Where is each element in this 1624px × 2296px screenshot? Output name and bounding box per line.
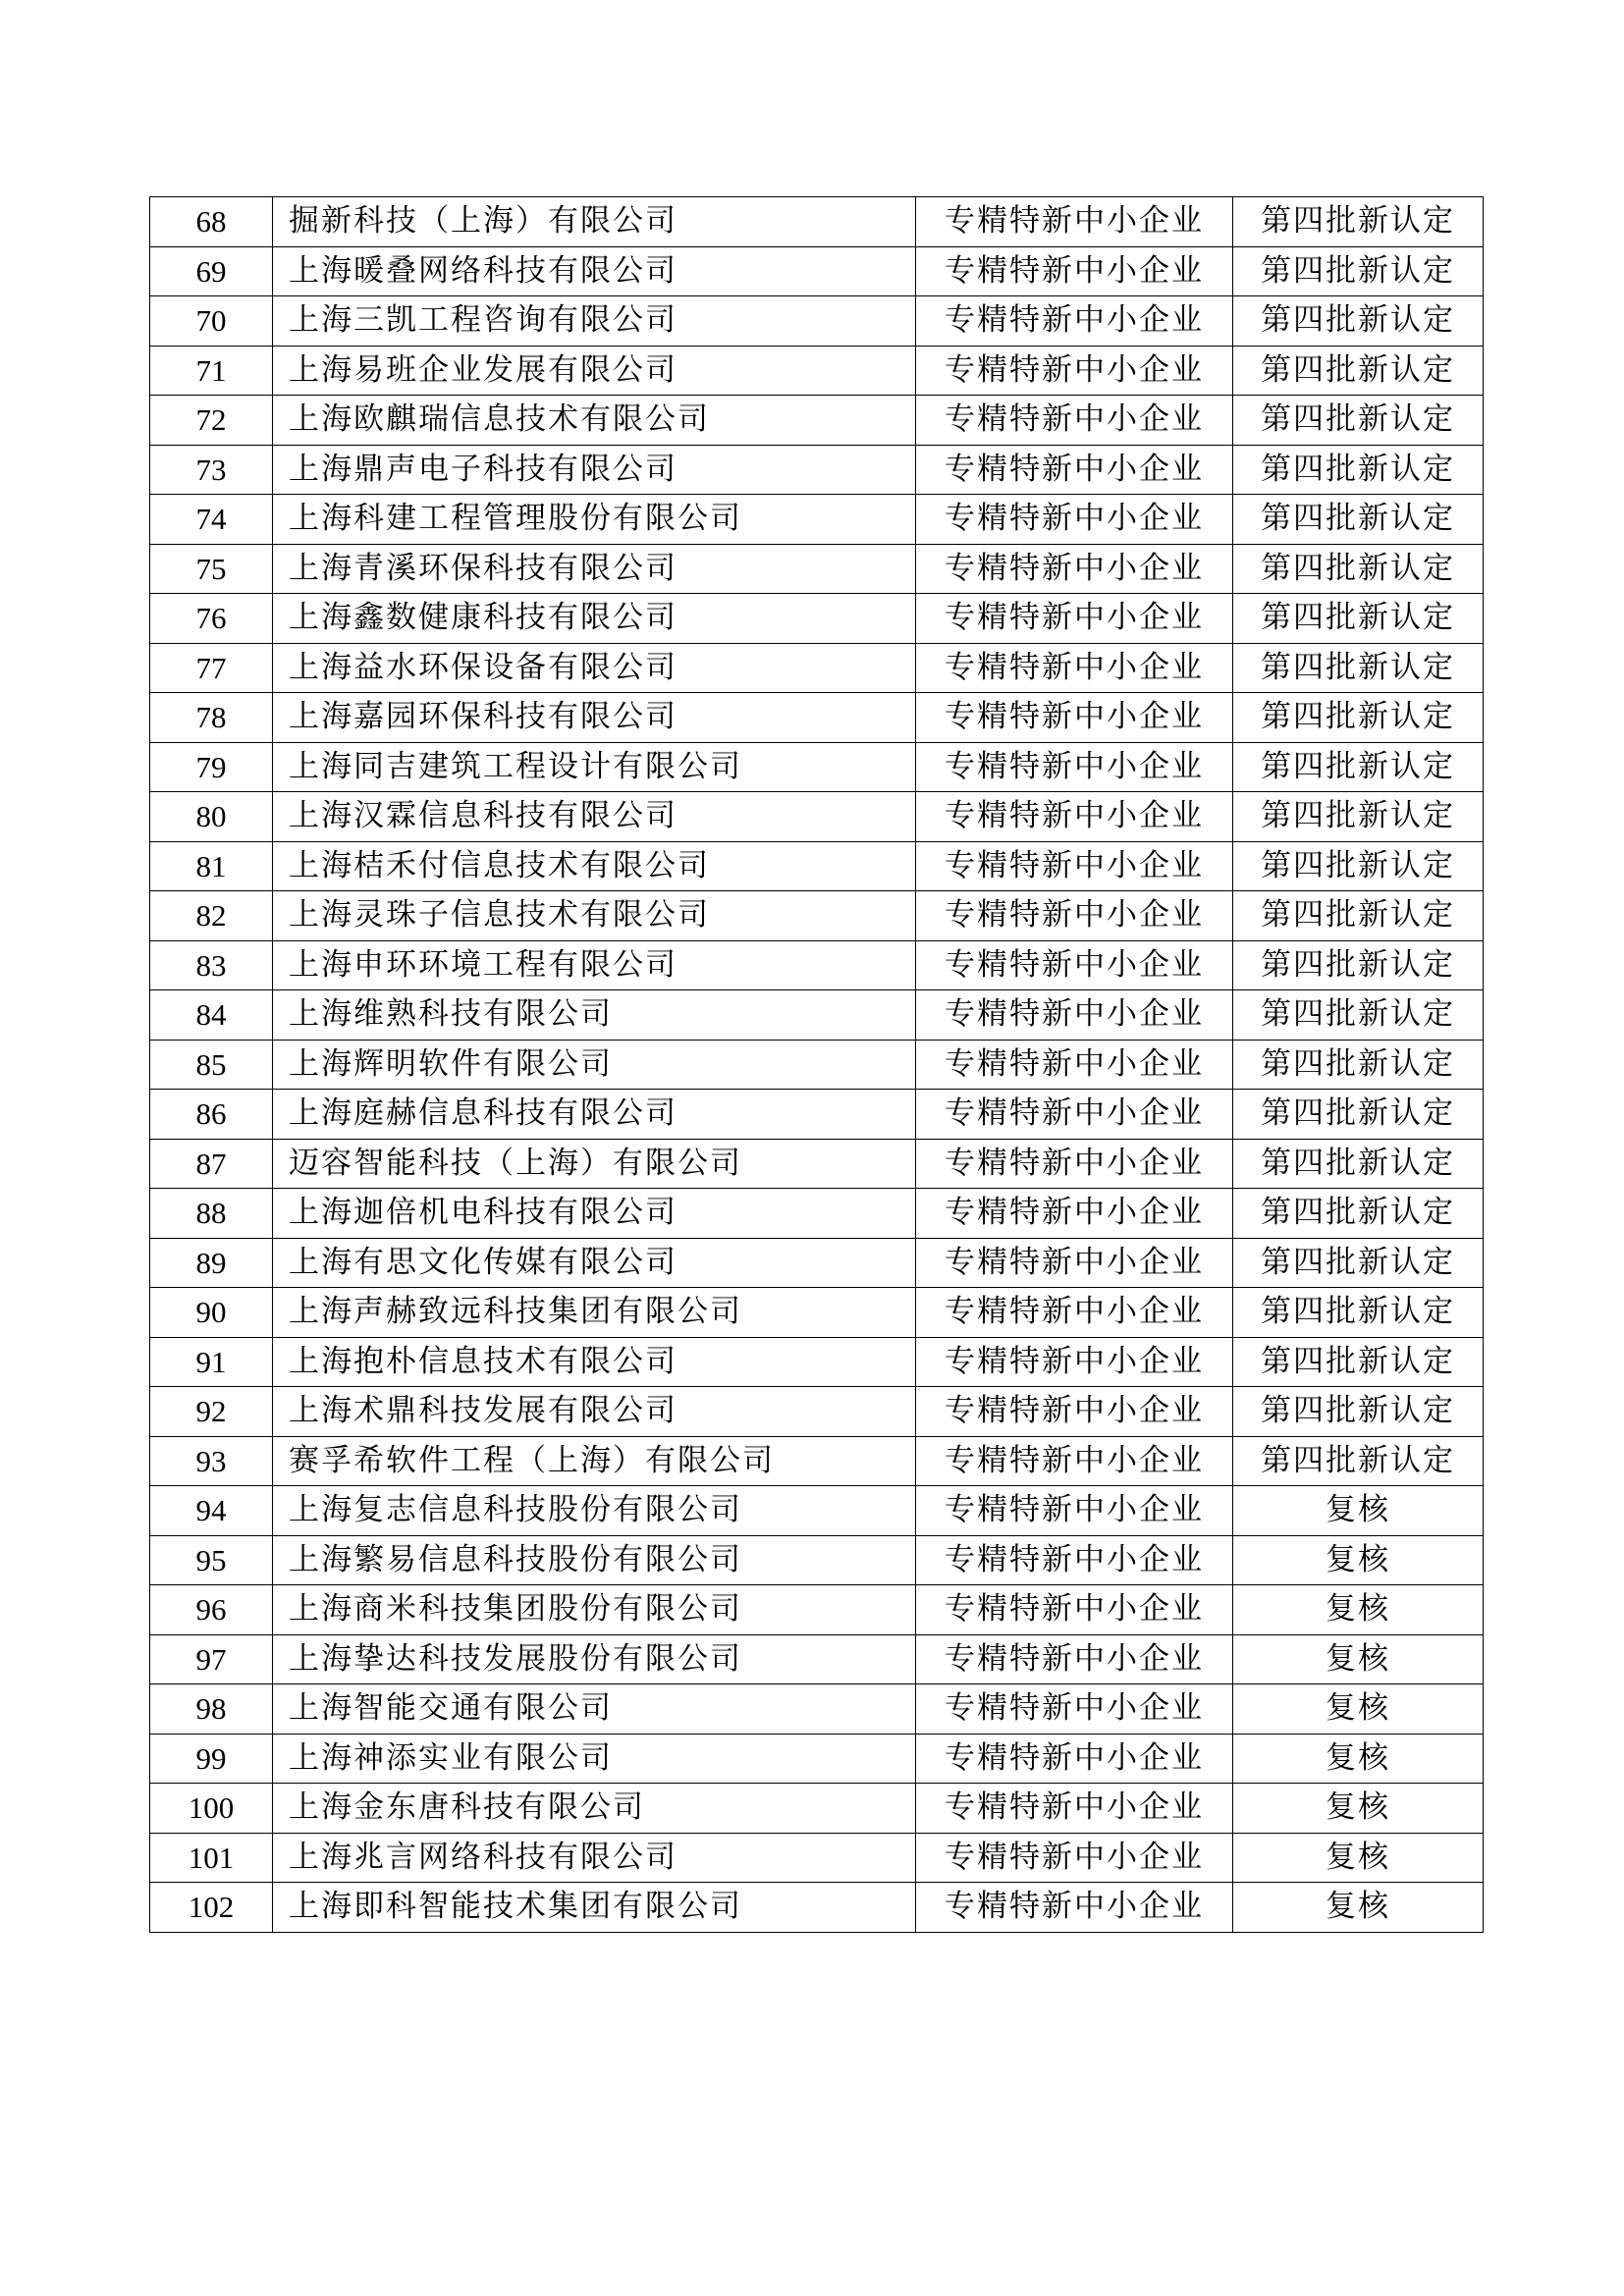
row-number-cell: 80: [150, 792, 273, 842]
enterprise-type-cell: 专精特新中小企业: [916, 1288, 1233, 1338]
recognition-status-cell: 第四批新认定: [1233, 693, 1484, 743]
enterprise-type-cell: 专精特新中小企业: [916, 990, 1233, 1041]
enterprise-type-cell: 专精特新中小企业: [916, 1833, 1233, 1883]
company-name-cell: 上海维熟科技有限公司: [273, 990, 916, 1041]
table-row: [150, 396, 1484, 446]
company-name-cell: 上海汉霖信息科技有限公司: [273, 792, 916, 842]
company-name-cell: 上海兆言网络科技有限公司: [273, 1833, 916, 1883]
table-row: [150, 495, 1484, 545]
row-number-cell: 93: [150, 1436, 273, 1486]
company-name-cell: 上海辉明软件有限公司: [273, 1040, 916, 1090]
recognition-status-cell: 第四批新认定: [1233, 643, 1484, 693]
recognition-status-cell: 第四批新认定: [1233, 1139, 1484, 1189]
table-row: [150, 891, 1484, 941]
enterprise-type-cell: 专精特新中小企业: [916, 1684, 1233, 1735]
enterprise-list-table: [149, 196, 1484, 1933]
row-number-cell: 74: [150, 495, 273, 545]
recognition-status-cell: 第四批新认定: [1233, 1436, 1484, 1486]
company-name-cell: 赛孚希软件工程（上海）有限公司: [273, 1436, 916, 1486]
company-name-cell: 上海有思文化传媒有限公司: [273, 1238, 916, 1288]
row-number-cell: 86: [150, 1090, 273, 1140]
recognition-status-cell: 复核: [1233, 1535, 1484, 1585]
row-number-cell: 71: [150, 346, 273, 396]
table-row: [150, 742, 1484, 792]
enterprise-type-cell: 专精特新中小企业: [916, 1634, 1233, 1684]
company-name-cell: 上海益水环保设备有限公司: [273, 643, 916, 693]
enterprise-type-cell: 专精特新中小企业: [916, 296, 1233, 347]
enterprise-list-table-container: [149, 196, 1483, 1933]
row-number-cell: 70: [150, 296, 273, 347]
company-name-cell: 上海三凯工程咨询有限公司: [273, 296, 916, 347]
enterprise-type-cell: 专精特新中小企业: [916, 1734, 1233, 1784]
row-number-cell: 100: [150, 1784, 273, 1834]
enterprise-type-cell: 专精特新中小企业: [916, 742, 1233, 792]
recognition-status-cell: 第四批新认定: [1233, 1387, 1484, 1437]
table-row: [150, 445, 1484, 495]
row-number-cell: 88: [150, 1189, 273, 1239]
recognition-status-cell: 第四批新认定: [1233, 841, 1484, 891]
recognition-status-cell: 第四批新认定: [1233, 246, 1484, 296]
table-row: [150, 841, 1484, 891]
table-row: [150, 940, 1484, 990]
table-row: [150, 1238, 1484, 1288]
table-row: [150, 1337, 1484, 1387]
table-row: [150, 246, 1484, 296]
table-row: [150, 1486, 1484, 1536]
company-name-cell: 上海欧麒瑞信息技术有限公司: [273, 396, 916, 446]
enterprise-type-cell: 专精特新中小企业: [916, 1189, 1233, 1239]
recognition-status-cell: 第四批新认定: [1233, 396, 1484, 446]
table-row: [150, 1585, 1484, 1635]
enterprise-type-cell: 专精特新中小企业: [916, 544, 1233, 594]
row-number-cell: 85: [150, 1040, 273, 1090]
recognition-status-cell: 第四批新认定: [1233, 197, 1484, 247]
table-row: [150, 1090, 1484, 1140]
enterprise-type-cell: 专精特新中小企业: [916, 495, 1233, 545]
table-row: [150, 1734, 1484, 1784]
recognition-status-cell: 第四批新认定: [1233, 940, 1484, 990]
company-name-cell: 掘新科技（上海）有限公司: [273, 197, 916, 247]
recognition-status-cell: 第四批新认定: [1233, 1288, 1484, 1338]
company-name-cell: 上海青溪环保科技有限公司: [273, 544, 916, 594]
enterprise-type-cell: 专精特新中小企业: [916, 891, 1233, 941]
table-row: [150, 346, 1484, 396]
enterprise-type-cell: 专精特新中小企业: [916, 1486, 1233, 1536]
enterprise-list-table-body: [150, 197, 1484, 1933]
row-number-cell: 75: [150, 544, 273, 594]
company-name-cell: 上海迦倍机电科技有限公司: [273, 1189, 916, 1239]
enterprise-type-cell: 专精特新中小企业: [916, 792, 1233, 842]
table-row: [150, 1387, 1484, 1437]
company-name-cell: 上海商米科技集团股份有限公司: [273, 1585, 916, 1635]
table-row: [150, 1883, 1484, 1933]
company-name-cell: 上海灵珠子信息技术有限公司: [273, 891, 916, 941]
company-name-cell: 上海挚达科技发展股份有限公司: [273, 1634, 916, 1684]
enterprise-type-cell: 专精特新中小企业: [916, 1436, 1233, 1486]
row-number-cell: 99: [150, 1734, 273, 1784]
recognition-status-cell: 第四批新认定: [1233, 346, 1484, 396]
row-number-cell: 87: [150, 1139, 273, 1189]
table-row: [150, 1535, 1484, 1585]
table-row: [150, 1139, 1484, 1189]
company-name-cell: 上海鼎声电子科技有限公司: [273, 445, 916, 495]
recognition-status-cell: 第四批新认定: [1233, 1238, 1484, 1288]
enterprise-type-cell: 专精特新中小企业: [916, 445, 1233, 495]
recognition-status-cell: 复核: [1233, 1833, 1484, 1883]
recognition-status-cell: 复核: [1233, 1734, 1484, 1784]
enterprise-type-cell: 专精特新中小企业: [916, 1040, 1233, 1090]
company-name-cell: 上海抱朴信息技术有限公司: [273, 1337, 916, 1387]
company-name-cell: 上海桔禾付信息技术有限公司: [273, 841, 916, 891]
recognition-status-cell: 第四批新认定: [1233, 1090, 1484, 1140]
company-name-cell: 上海即科智能技术集团有限公司: [273, 1883, 916, 1933]
recognition-status-cell: 复核: [1233, 1585, 1484, 1635]
table-row: [150, 197, 1484, 247]
company-name-cell: 上海繁易信息科技股份有限公司: [273, 1535, 916, 1585]
company-name-cell: 上海术鼎科技发展有限公司: [273, 1387, 916, 1437]
row-number-cell: 92: [150, 1387, 273, 1437]
row-number-cell: 73: [150, 445, 273, 495]
company-name-cell: 上海智能交通有限公司: [273, 1684, 916, 1735]
row-number-cell: 98: [150, 1684, 273, 1735]
table-row: [150, 1634, 1484, 1684]
enterprise-type-cell: 专精特新中小企业: [916, 643, 1233, 693]
enterprise-type-cell: 专精特新中小企业: [916, 940, 1233, 990]
row-number-cell: 69: [150, 246, 273, 296]
table-row: [150, 1189, 1484, 1239]
recognition-status-cell: 复核: [1233, 1784, 1484, 1834]
table-row: [150, 1833, 1484, 1883]
enterprise-type-cell: 专精特新中小企业: [916, 1238, 1233, 1288]
recognition-status-cell: 第四批新认定: [1233, 1189, 1484, 1239]
enterprise-type-cell: 专精特新中小企业: [916, 841, 1233, 891]
recognition-status-cell: 第四批新认定: [1233, 742, 1484, 792]
enterprise-type-cell: 专精特新中小企业: [916, 346, 1233, 396]
company-name-cell: 上海鑫数健康科技有限公司: [273, 594, 916, 644]
table-row: [150, 1288, 1484, 1338]
row-number-cell: 77: [150, 643, 273, 693]
enterprise-type-cell: 专精特新中小企业: [916, 1337, 1233, 1387]
recognition-status-cell: 第四批新认定: [1233, 1337, 1484, 1387]
company-name-cell: 上海复志信息科技股份有限公司: [273, 1486, 916, 1536]
recognition-status-cell: 复核: [1233, 1684, 1484, 1735]
enterprise-type-cell: 专精特新中小企业: [916, 1139, 1233, 1189]
row-number-cell: 89: [150, 1238, 273, 1288]
company-name-cell: 上海申环环境工程有限公司: [273, 940, 916, 990]
row-number-cell: 97: [150, 1634, 273, 1684]
row-number-cell: 78: [150, 693, 273, 743]
row-number-cell: 84: [150, 990, 273, 1041]
table-row: [150, 544, 1484, 594]
table-row: [150, 643, 1484, 693]
company-name-cell: 上海金东唐科技有限公司: [273, 1784, 916, 1834]
row-number-cell: 101: [150, 1833, 273, 1883]
recognition-status-cell: 第四批新认定: [1233, 445, 1484, 495]
row-number-cell: 81: [150, 841, 273, 891]
recognition-status-cell: 第四批新认定: [1233, 792, 1484, 842]
row-number-cell: 102: [150, 1883, 273, 1933]
table-row: [150, 693, 1484, 743]
table-row: [150, 1436, 1484, 1486]
table-row: [150, 1784, 1484, 1834]
enterprise-type-cell: 专精特新中小企业: [916, 246, 1233, 296]
recognition-status-cell: 第四批新认定: [1233, 891, 1484, 941]
row-number-cell: 82: [150, 891, 273, 941]
company-name-cell: 上海暖叠网络科技有限公司: [273, 246, 916, 296]
company-name-cell: 上海庭赫信息科技有限公司: [273, 1090, 916, 1140]
enterprise-type-cell: 专精特新中小企业: [916, 1090, 1233, 1140]
recognition-status-cell: 复核: [1233, 1883, 1484, 1933]
company-name-cell: 上海声赫致远科技集团有限公司: [273, 1288, 916, 1338]
recognition-status-cell: 第四批新认定: [1233, 594, 1484, 644]
enterprise-type-cell: 专精特新中小企业: [916, 1535, 1233, 1585]
company-name-cell: 上海同吉建筑工程设计有限公司: [273, 742, 916, 792]
enterprise-type-cell: 专精特新中小企业: [916, 1585, 1233, 1635]
recognition-status-cell: 第四批新认定: [1233, 544, 1484, 594]
table-row: [150, 296, 1484, 347]
row-number-cell: 79: [150, 742, 273, 792]
table-row: [150, 1684, 1484, 1735]
enterprise-type-cell: 专精特新中小企业: [916, 1883, 1233, 1933]
company-name-cell: 上海科建工程管理股份有限公司: [273, 495, 916, 545]
recognition-status-cell: 第四批新认定: [1233, 296, 1484, 347]
row-number-cell: 94: [150, 1486, 273, 1536]
company-name-cell: 上海易班企业发展有限公司: [273, 346, 916, 396]
table-row: [150, 1040, 1484, 1090]
table-row: [150, 990, 1484, 1041]
table-row: [150, 594, 1484, 644]
enterprise-type-cell: 专精特新中小企业: [916, 1387, 1233, 1437]
company-name-cell: 上海嘉园环保科技有限公司: [273, 693, 916, 743]
row-number-cell: 76: [150, 594, 273, 644]
row-number-cell: 91: [150, 1337, 273, 1387]
row-number-cell: 90: [150, 1288, 273, 1338]
row-number-cell: 96: [150, 1585, 273, 1635]
recognition-status-cell: 第四批新认定: [1233, 1040, 1484, 1090]
row-number-cell: 72: [150, 396, 273, 446]
table-row: [150, 792, 1484, 842]
enterprise-type-cell: 专精特新中小企业: [916, 594, 1233, 644]
enterprise-type-cell: 专精特新中小企业: [916, 197, 1233, 247]
row-number-cell: 68: [150, 197, 273, 247]
recognition-status-cell: 第四批新认定: [1233, 990, 1484, 1041]
enterprise-type-cell: 专精特新中小企业: [916, 1784, 1233, 1834]
enterprise-type-cell: 专精特新中小企业: [916, 693, 1233, 743]
company-name-cell: 上海神添实业有限公司: [273, 1734, 916, 1784]
company-name-cell: 迈容智能科技（上海）有限公司: [273, 1139, 916, 1189]
recognition-status-cell: 复核: [1233, 1486, 1484, 1536]
recognition-status-cell: 复核: [1233, 1634, 1484, 1684]
enterprise-type-cell: 专精特新中小企业: [916, 396, 1233, 446]
recognition-status-cell: 第四批新认定: [1233, 495, 1484, 545]
row-number-cell: 83: [150, 940, 273, 990]
row-number-cell: 95: [150, 1535, 273, 1585]
